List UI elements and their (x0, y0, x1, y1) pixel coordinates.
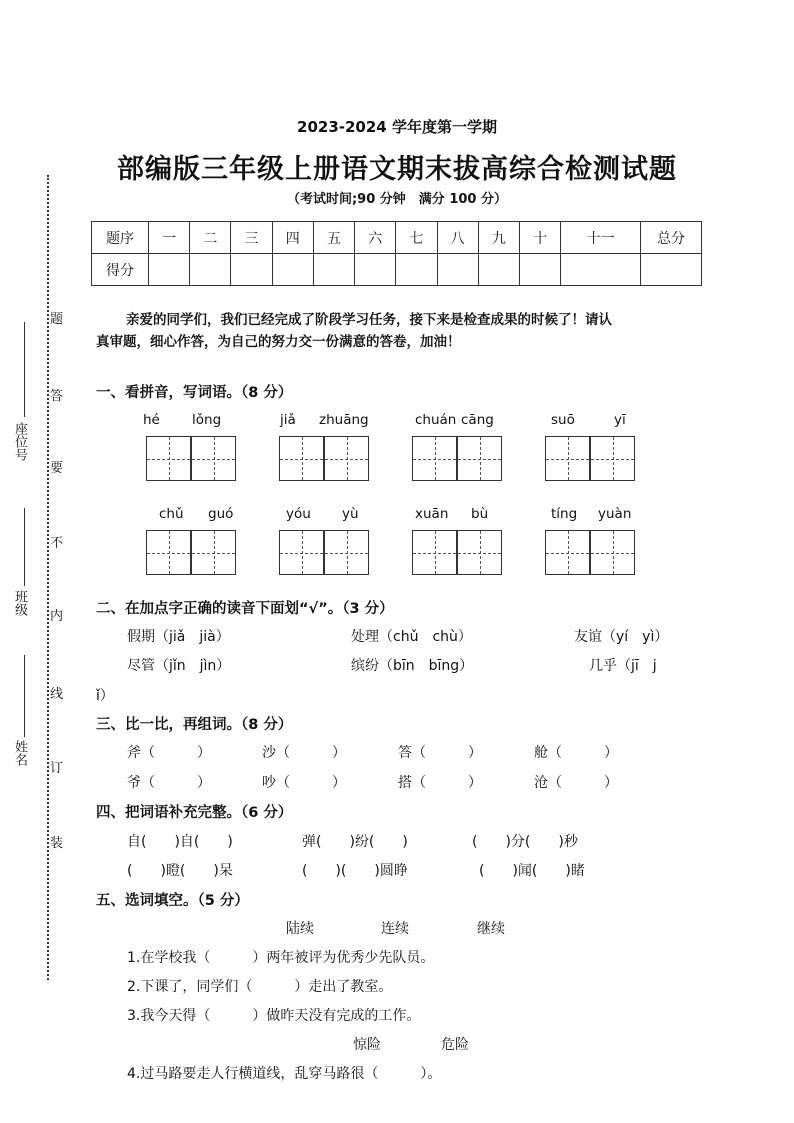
name-label: 姓名 (12, 740, 27, 766)
score-cell-header: 题序 (92, 222, 149, 254)
score-cell[interactable] (519, 254, 560, 286)
intro-line: 真审题，细心作答，为自己的努力交一份满意的答卷，加油！ (96, 334, 461, 350)
sidebar-hint: 装 (50, 836, 64, 851)
pinyin: bù (471, 506, 489, 522)
section-4-title: 四、把词语补充完整。（6 分） (96, 805, 293, 821)
score-row (92, 254, 702, 286)
score-cell-header: 六 (355, 222, 396, 254)
compare-item: 答（ ） (398, 745, 482, 761)
score-cell-header: 五 (313, 222, 354, 254)
writing-grid[interactable] (412, 530, 457, 575)
writing-grid[interactable] (324, 530, 369, 575)
section-2-title: 二、在加点字正确的读音下面划“√”。（3 分） (96, 601, 394, 617)
fill-question: 2.下课了，同学们（ ）走出了教室。 (127, 979, 393, 995)
pinyin: yuàn (598, 506, 632, 522)
class-label: 班级 (12, 590, 27, 616)
exam-info: （考试时间;90 分钟 满分 100 分） (286, 192, 507, 207)
reading-item: 友谊（yí yì） (574, 629, 669, 645)
fill-question: 1.在学校我（ ）两年被评为优秀少先队员。 (127, 950, 435, 966)
score-cell[interactable] (641, 254, 702, 286)
score-cell[interactable] (478, 254, 519, 286)
pinyin: guó (208, 506, 234, 522)
score-cell-header: 三 (231, 222, 272, 254)
sidebar-hint: 要 (50, 461, 64, 476)
fill-question: 4.过马路要走人行横道线，乱穿马路很（ ）。 (127, 1066, 442, 1082)
writing-grid[interactable] (545, 436, 590, 481)
score-cell[interactable] (190, 254, 231, 286)
compare-item: 斧（ ） (127, 745, 211, 761)
compare-item: 爷（ ） (127, 775, 211, 791)
word-choice: 危险 (441, 1037, 469, 1053)
term-line: 2023-2024 学年度第一学期 (297, 118, 497, 136)
section-1-title: 一、看拼音，写词语。（8 分） (96, 385, 293, 401)
idiom-item: ( )分( )秒 (472, 834, 578, 850)
compare-item: 搭（ ） (398, 775, 482, 791)
reading-item: 处理（chǔ chù） (351, 629, 472, 645)
score-header-row (92, 222, 702, 254)
score-row-label: 得分 (92, 254, 149, 286)
score-cell[interactable] (272, 254, 313, 286)
pinyin: chuán (415, 412, 457, 428)
writing-grid[interactable] (457, 530, 502, 575)
reading-item: 假期（jiǎ jià） (127, 629, 230, 645)
score-cell[interactable] (396, 254, 437, 286)
score-cell[interactable] (313, 254, 354, 286)
score-cell-header: 九 (478, 222, 519, 254)
pinyin: tíng (551, 506, 578, 522)
idiom-item: 自( )自( ) (127, 834, 233, 850)
writing-grid[interactable] (590, 436, 635, 481)
writing-grid[interactable] (590, 530, 635, 575)
pinyin: yī (614, 412, 626, 428)
score-cell-header: 七 (396, 222, 437, 254)
writing-grid[interactable] (191, 530, 236, 575)
class-blank[interactable] (24, 508, 25, 586)
score-cell[interactable] (437, 254, 478, 286)
pinyin: suō (551, 412, 575, 428)
writing-grid[interactable] (457, 436, 502, 481)
writing-grid[interactable] (324, 436, 369, 481)
page-title: 部编版三年级上册语文期末拔高综合检测试题 (117, 154, 677, 185)
score-table (91, 221, 702, 286)
compare-item: 吵（ ） (262, 775, 346, 791)
writing-grid[interactable] (146, 530, 191, 575)
binding-dotted-line (47, 175, 49, 980)
compare-item: 沙（ ） (262, 745, 346, 761)
word-choice: 惊险 (353, 1037, 381, 1053)
sidebar-hint: 订 (50, 761, 64, 776)
pinyin: chǔ (159, 506, 184, 522)
sidebar-hint: 内 (50, 609, 64, 624)
reading-item: 缤纷（bīn bīng） (351, 658, 474, 674)
compare-item: 沧（ ） (534, 775, 618, 791)
writing-grid[interactable] (146, 436, 191, 481)
score-cell-header: 十 (519, 222, 560, 254)
pinyin: yù (342, 506, 359, 522)
compare-item: 舱（ ） (534, 745, 618, 761)
word-choice: 陆续 (286, 921, 314, 937)
pinyin: hé (143, 412, 160, 428)
pinyin: cāng (461, 412, 494, 428)
word-choice: 继续 (477, 921, 505, 937)
intro-line: 亲爱的同学们，我们已经完成了阶段学习任务，接下来是检查成果的时候了！请认 (126, 312, 612, 328)
sidebar-hint: 答 (50, 389, 64, 404)
writing-grid[interactable] (412, 436, 457, 481)
idiom-item: 弹( )纷( ) (302, 834, 408, 850)
fill-question: 3.我今天得（ ）做昨天没有完成的工作。 (127, 1008, 421, 1024)
writing-grid[interactable] (191, 436, 236, 481)
score-cell-header: 四 (272, 222, 313, 254)
writing-grid[interactable] (545, 530, 590, 575)
reading-item: 尽管（jǐn jìn） (127, 658, 231, 674)
score-cell-header: 八 (437, 222, 478, 254)
name-blank[interactable] (24, 655, 25, 737)
seat-blank[interactable] (24, 322, 25, 417)
score-cell[interactable] (231, 254, 272, 286)
pinyin: xuān (415, 506, 449, 522)
pinyin: lǒng (192, 412, 222, 428)
score-cell-header: 十一 (561, 222, 641, 254)
word-choice: 连续 (381, 921, 409, 937)
score-cell[interactable] (149, 254, 190, 286)
idiom-item: ( )( )圆睁 (302, 863, 408, 879)
idiom-item: ( )瞪( )呆 (127, 863, 233, 879)
pinyin: yóu (286, 506, 311, 522)
seat-label: 座位号 (12, 422, 27, 461)
intro-paragraph (96, 309, 716, 353)
reading-item-wrap: ǐ） (96, 688, 114, 704)
section-3-title: 三、比一比，再组词。（8 分） (96, 717, 293, 733)
section-5-title: 五、选词填空。（5 分） (96, 893, 249, 909)
writing-grid[interactable] (279, 436, 324, 481)
pinyin: jiǎ (280, 412, 296, 428)
idiom-item: ( )闻( )睹 (479, 863, 585, 879)
sidebar-hint: 线 (50, 687, 64, 702)
score-cell[interactable] (355, 254, 396, 286)
score-cell-header: 二 (190, 222, 231, 254)
sidebar-hint: 题 (50, 312, 64, 327)
pinyin: zhuāng (319, 412, 369, 428)
score-cell[interactable] (561, 254, 641, 286)
score-cell-header: 总分 (641, 222, 702, 254)
score-cell-header: 一 (149, 222, 190, 254)
writing-grid[interactable] (279, 530, 324, 575)
reading-item: 几乎（jī j (589, 658, 657, 674)
sidebar-hint: 不 (50, 536, 64, 551)
